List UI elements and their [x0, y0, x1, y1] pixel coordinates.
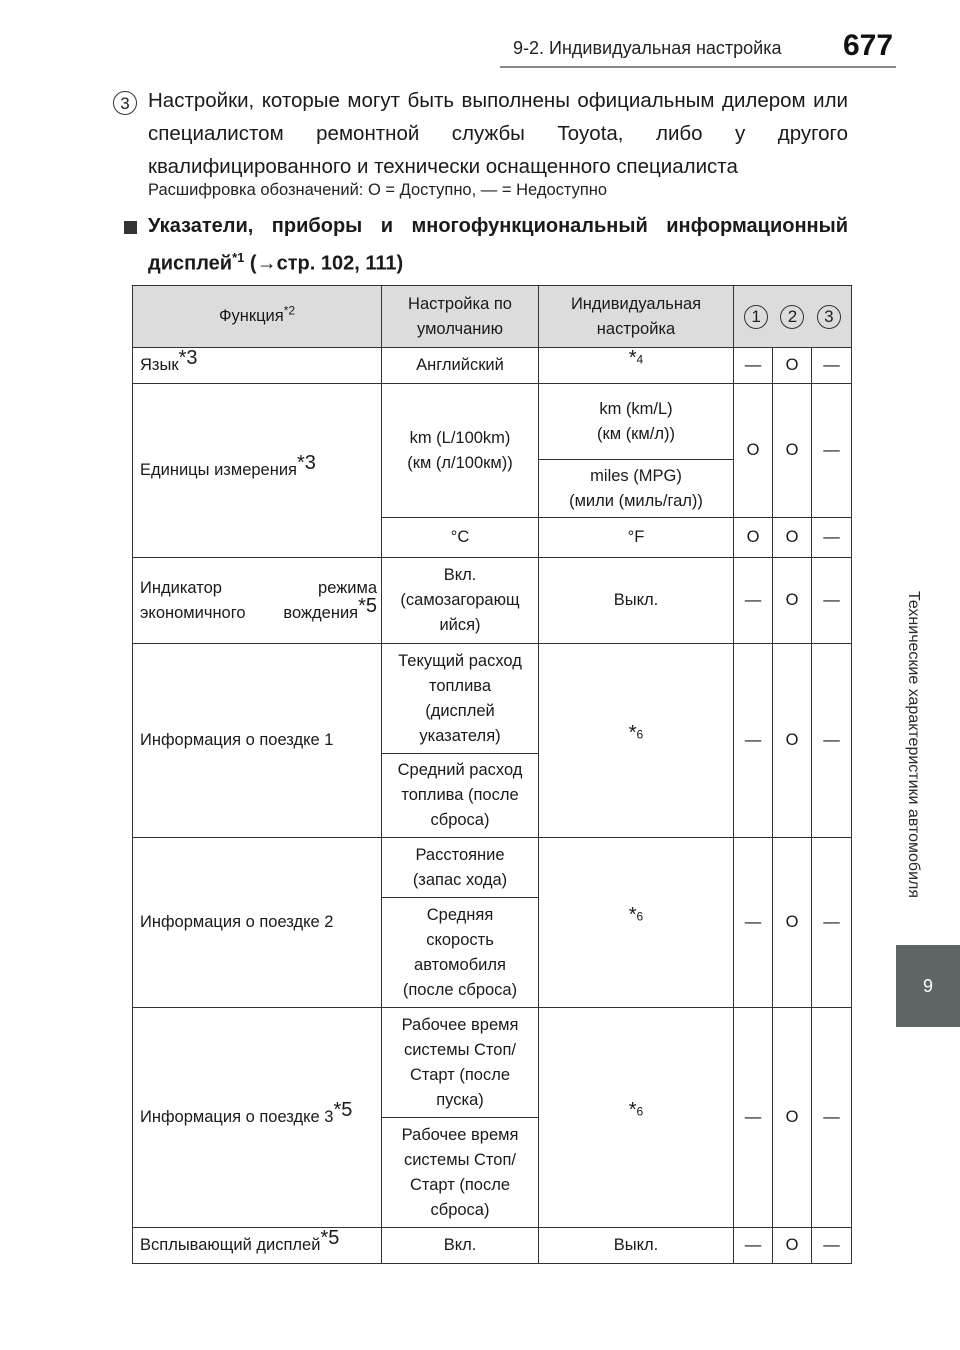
default-line: скорость	[426, 930, 494, 949]
running-header-section: 9-2. Индивидуальная настройка	[513, 38, 782, 58]
cell-mark-2: O	[773, 348, 812, 384]
default-line: (запас хода)	[412, 870, 508, 889]
cell-custom	[539, 838, 734, 1008]
cell-function: Информация о поездке 1	[133, 644, 382, 838]
cell-mark-3: —	[812, 838, 852, 1008]
footnote-num: 4	[636, 352, 644, 367]
footnote-ref: *5	[320, 1227, 340, 1249]
section-heading	[148, 210, 848, 280]
cell-mark-1: —	[734, 348, 773, 384]
cell-mark-3: —	[812, 1008, 852, 1228]
footnote-num: 6	[636, 727, 644, 742]
table-row	[133, 384, 852, 460]
header-dealer-columns	[734, 286, 852, 348]
cell-custom	[539, 460, 734, 518]
header-custom: Индивидуальная настройка	[539, 286, 734, 348]
cell-mark-2: O	[773, 384, 812, 518]
footnote-star: *	[628, 722, 637, 744]
cell-mark-3: —	[812, 384, 852, 518]
function-label: Всплывающий дисплей	[140, 1236, 321, 1254]
table-row	[133, 1228, 852, 1264]
function-label: Индикатор режима	[140, 578, 377, 597]
custom-line: (км (км/л))	[597, 424, 675, 443]
default-line: топлива	[428, 676, 492, 695]
default-line: Рабочее время	[401, 1015, 519, 1034]
default-line: Средняя	[426, 905, 494, 924]
default-line: km (L/100km)	[409, 428, 511, 447]
chapter-side-label: Технические характеристики автомобиля	[905, 591, 922, 899]
cell-function	[133, 1008, 382, 1228]
header-function-label: Функция	[218, 307, 284, 325]
cell-default	[382, 558, 539, 644]
cell-mark-2: O	[773, 1008, 812, 1228]
default-line: Текущий расход	[398, 651, 522, 670]
default-line: сброса)	[430, 1200, 490, 1219]
default-line: Старт (после	[409, 1065, 511, 1084]
default-line: топлива (после	[401, 786, 519, 804]
function-label: Информация о поездке 3	[140, 1108, 334, 1126]
custom-line: (мили (миль/гал))	[569, 491, 703, 510]
table-row	[133, 348, 852, 384]
footnote-num: 6	[636, 909, 644, 924]
header-circle-2: 2	[780, 305, 804, 329]
function-label: Единицы измерения	[140, 461, 297, 479]
cell-default	[382, 384, 539, 518]
default-line: указателя)	[419, 726, 501, 745]
header-default: Настройка по умолчанию	[382, 286, 539, 348]
header-circle-1: 1	[744, 305, 768, 329]
legend-text: Расшифровка обозначений: O = Доступно, — = Недоступно	[148, 181, 608, 199]
header-function	[133, 286, 382, 348]
settings-table	[132, 285, 852, 1264]
cell-default	[382, 1008, 539, 1118]
header-rule	[500, 66, 896, 68]
chapter-number: 9	[922, 975, 933, 996]
cell-mark-1: —	[734, 558, 773, 644]
footnote-ref: *5	[358, 594, 377, 617]
footnote-star: *	[628, 1099, 637, 1121]
cell-mark-1: —	[734, 838, 773, 1008]
section-title-footnote: *1	[232, 250, 245, 265]
cell-mark-3: —	[812, 348, 852, 384]
cell-custom	[539, 1008, 734, 1228]
cell-default	[382, 898, 539, 1008]
default-line: Старт (после	[409, 1175, 511, 1194]
table-row	[133, 558, 852, 644]
header-function-footnote: *2	[283, 303, 296, 318]
footnote-star: *	[628, 904, 637, 926]
cell-mark-3: —	[812, 1228, 852, 1264]
cell-custom: °F	[539, 518, 734, 558]
cell-mark-1: —	[734, 1228, 773, 1264]
footnote-ref: *5	[333, 1099, 353, 1121]
cell-mark-2: O	[773, 558, 812, 644]
default-line: системы Стоп/	[403, 1040, 517, 1059]
cell-function: Информация о поездке 2	[133, 838, 382, 1008]
default-line: (км (л/100км))	[407, 453, 513, 472]
cell-function	[133, 558, 382, 644]
cell-custom: Выкл.	[539, 558, 734, 644]
cell-custom: Выкл.	[539, 1228, 734, 1264]
cell-default	[382, 644, 539, 754]
cell-mark-2: O	[773, 518, 812, 558]
default-line: Рабочее время	[401, 1125, 519, 1144]
custom-line: km (km/L)	[599, 399, 673, 418]
default-line: Расстояние	[415, 845, 505, 864]
cell-default: °C	[382, 518, 539, 558]
default-line: (самозагорающ	[400, 591, 520, 609]
cell-mark-2: O	[773, 644, 812, 838]
function-label: экономичного вождения	[140, 603, 359, 622]
cell-mark-1: —	[734, 644, 773, 838]
custom-line: miles (MPG)	[590, 466, 682, 485]
default-line: пуска)	[436, 1090, 484, 1109]
function-label: Язык	[140, 356, 179, 374]
cell-custom	[539, 348, 734, 384]
cell-mark-1: O	[734, 518, 773, 558]
footnote-star: *	[628, 347, 637, 369]
cell-default	[382, 754, 539, 838]
default-line: (после сброса)	[402, 980, 518, 999]
cell-function	[133, 384, 382, 558]
default-line: ийся)	[439, 616, 481, 634]
cell-mark-3: —	[812, 644, 852, 838]
cell-function	[133, 348, 382, 384]
cell-default: Английский	[382, 348, 539, 384]
default-line: Вкл.	[443, 566, 477, 584]
cell-mark-3: —	[812, 518, 852, 558]
table-row	[133, 644, 852, 754]
chapter-number-tab	[896, 945, 960, 1027]
cell-mark-2: O	[773, 838, 812, 1008]
default-line: сброса)	[430, 811, 490, 829]
circled-number-marker: 3	[113, 91, 137, 115]
cell-mark-3: —	[812, 558, 852, 644]
default-line: автомобиля	[414, 955, 506, 974]
section-title: Указатели, приборы и многофункциональный информационный дисплей	[148, 215, 848, 275]
table-row	[133, 1008, 852, 1118]
square-bullet-icon	[124, 221, 137, 234]
cell-mark-1: —	[734, 1008, 773, 1228]
intro-paragraph: Настройки, которые могут быть выполнены официальным дилером или специалистом ремонтной службы Toyota, либо у другого квалифицированного и технически оснащенного специалиста	[148, 89, 848, 178]
cell-function	[133, 1228, 382, 1264]
page-number: 677	[843, 29, 894, 62]
table-row	[133, 838, 852, 898]
default-line: Средний расход	[397, 761, 523, 779]
default-line: (дисплей	[425, 701, 495, 720]
footnote-ref: *3	[297, 452, 316, 474]
cell-default	[382, 1118, 539, 1228]
cell-custom	[539, 384, 734, 460]
footnote-num: 6	[636, 1104, 644, 1119]
cell-mark-2: O	[773, 1228, 812, 1264]
header-circle-3: 3	[817, 305, 841, 329]
cell-default	[382, 838, 539, 898]
section-page-ref: (→стр. 102, 111)	[249, 252, 404, 275]
cell-mark-1: O	[734, 384, 773, 518]
table-header-row	[133, 286, 852, 348]
cell-default: Вкл.	[382, 1228, 539, 1264]
cell-custom	[539, 644, 734, 838]
default-line: системы Стоп/	[403, 1150, 517, 1169]
footnote-ref: *3	[178, 347, 198, 369]
